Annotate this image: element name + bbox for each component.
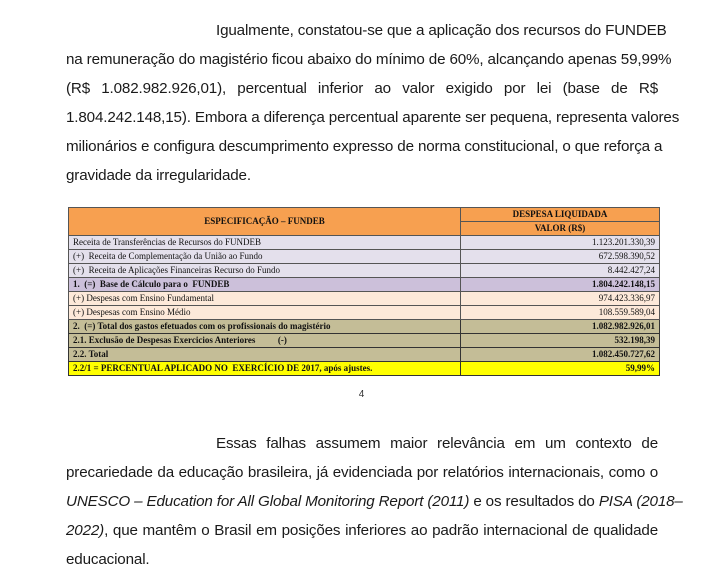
table-row: [69, 250, 660, 264]
header-despesa-liquidada: DESPESA LIQUIDADA: [461, 208, 660, 222]
paragraph-line: [66, 516, 658, 545]
row-label: 2. (=) Total dos gastos efetuados com os profissionais do magistério: [69, 320, 461, 334]
citation-unesco: UNESCO – Education for All Global Monitoring Report (2011): [66, 493, 470, 510]
header-valor: VALOR (R$): [461, 222, 660, 236]
table-row: [69, 362, 660, 376]
paragraph-line: Igualmente, constatou-se que a aplicação dos recursos do FUNDEB: [216, 22, 667, 39]
row-label: Receita de Transferências de Recursos do FUNDEB: [69, 236, 461, 250]
paragraph-education-context: [66, 429, 683, 574]
row-label: 1. (=) Base de Cálculo para o FUNDEB: [69, 278, 461, 292]
row-label: (+) Receita de Complementação da União ao Fundo: [69, 250, 461, 264]
text-fragment: , que mantêm o Brasil em posições inferiores ao padrão internacional de qualidade: [104, 522, 658, 539]
paragraph-line: na remuneração do magistério ficou abaixo do mínimo de 60%, alcançando apenas 59,99%: [66, 51, 672, 68]
row-value: 1.804.242.148,15: [461, 278, 660, 292]
paragraph-line: precariedade da educação brasileira, já evidenciada por relatórios internacionais, como o: [66, 464, 658, 481]
row-label: (+) Despesas com Ensino Médio: [69, 306, 461, 320]
paragraph-line: milionários e configura descumprimento expresso de norma constitucional, o que reforça a: [66, 138, 663, 155]
table-row: [69, 264, 660, 278]
row-value: 1.082.450.727,62: [461, 348, 660, 362]
row-value: 974.423.336,97: [461, 292, 660, 306]
paragraph-line: gravidade da irregularidade.: [66, 167, 251, 184]
row-label: 2.2. Total: [69, 348, 461, 362]
citation-pisa-end: 2022): [66, 522, 105, 539]
row-value: 8.442.427,24: [461, 264, 660, 278]
row-value: 108.559.589,04: [461, 306, 660, 320]
paragraph-line: educacional.: [66, 551, 150, 568]
row-value: 672.598.390,52: [461, 250, 660, 264]
table-row: [69, 320, 660, 334]
row-value: 1.082.982.926,01: [461, 320, 660, 334]
paragraph-fundeb-application: [66, 16, 680, 190]
header-specification: ESPECIFICAÇÃO – FUNDEB: [69, 208, 461, 236]
row-label: (+) Receita de Aplicações Financeiras Recurso do Fundo: [69, 264, 461, 278]
table-row: [69, 348, 660, 362]
row-value: 59,99%: [461, 362, 660, 376]
row-value: 532.198,39: [461, 334, 660, 348]
text-fragment: e os resultados do: [469, 493, 599, 510]
table-row: [69, 292, 660, 306]
paragraph-line: Essas falhas assumem maior relevância em um contexto de: [216, 435, 658, 452]
paragraph-line: (R$ 1.082.982.926,01), percentual inferior ao valor exigido por lei (base de R$: [66, 80, 658, 97]
page-number: 4: [358, 389, 365, 400]
citation-pisa: PISA (2018–: [598, 493, 683, 510]
row-label: 2.2/1 = PERCENTUAL APLICADO NO EXERCÍCIO DE 2017, após ajustes.: [69, 362, 461, 376]
fundeb-table: [68, 207, 660, 376]
row-value: 1.123.201.330,39: [461, 236, 660, 250]
table-row: [69, 236, 660, 250]
table-row: [69, 306, 660, 320]
row-label: (+) Despesas com Ensino Fundamental: [69, 292, 461, 306]
table-row: [69, 278, 660, 292]
paragraph-line: 1.804.242.148,15). Embora a diferença percentual aparente ser pequena, representa valores: [66, 109, 680, 126]
table-body: [69, 236, 660, 376]
paragraph-line: [66, 487, 683, 516]
row-label: 2.1. Exclusão de Despesas Exercicios Anteriores (-): [69, 334, 461, 348]
table-row: [69, 334, 660, 348]
